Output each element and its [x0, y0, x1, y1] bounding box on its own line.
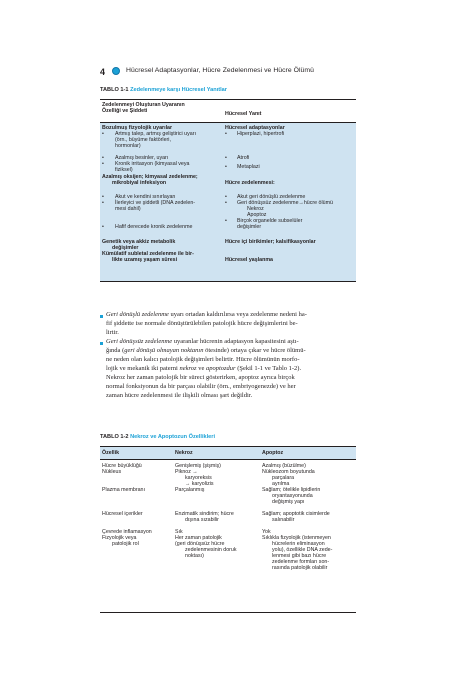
table1-cell: Geri dönüşsüz zedelenme→hücre ölümü — [237, 200, 333, 206]
table1-cell: Hücresel adaptasyonlar — [225, 125, 285, 131]
table1-cell: Akut ve kendini sınırlayan — [115, 194, 176, 200]
table2-cell: Her zaman patolojik — [175, 535, 222, 541]
table1-cell: Nekroz — [247, 206, 264, 212]
table2-cell: Sağlam; apoptotik cisimlerde — [262, 511, 330, 517]
bullet-icon: • — [102, 155, 104, 161]
paragraph-line: lojik ve mekanik iki paterni nekroz ve apoptozdur (Şekil 1-1 ve Tablo 1-2). — [106, 365, 302, 372]
table2-cell: lenmesi gibi bazı hücre — [272, 553, 327, 559]
table2-bottom-rule — [100, 612, 356, 613]
table1-cell: mikrobiyal infeksiyon — [112, 180, 167, 186]
paragraph-line: Geri dönüşlü zedelenme uyarı ortadan kaldırılırsa veya zedelenme nedeni ha- — [106, 311, 307, 318]
table2-cell: Enzimatik sindirim; hücre — [175, 511, 234, 517]
table1-col1-header: Zedelenmeyi Oluşturan Uyaranın — [102, 102, 185, 108]
table1-cell: Azalmış besinler, uyarı — [115, 155, 169, 161]
table2-cell: hücrelerin eliminasyon — [272, 541, 325, 547]
chapter-marker-icon — [112, 67, 120, 75]
bullet-icon: • — [225, 164, 227, 170]
bullet-icon: • — [102, 161, 104, 167]
table2-cell: zedelenme formları son- — [272, 559, 330, 565]
table2-cell: Azalmış (büzülme) — [262, 463, 306, 469]
table1-col1-header: Özelliği ve Şiddeti — [102, 108, 148, 114]
table1-cell: Artmış talep, artmış geliştirici uyarı — [115, 131, 196, 137]
table2-cell: rasında patolojik olabilir — [272, 565, 328, 571]
paragraph-line: ne neden olan kalıcı patolojik değişimleri belirtir. Hücre ölümünün morfo- — [106, 356, 300, 363]
table2-cell: salınabilir — [272, 517, 295, 523]
running-head: Hücresel Adaptasyonlar, Hücre Zedelenmesi ve Hücre Ölümü — [126, 67, 314, 74]
paragraph-line: ğında (geri dönüşü olmayan noktanın ötesinde) ortaya çıkar ve hücre ölümü- — [106, 347, 306, 354]
table2-col-header: Apoptoz — [262, 450, 284, 456]
table1-cell: Kronik irritasyon (kimyasal veya — [115, 161, 190, 167]
table1-cell: Apoptoz — [247, 212, 267, 218]
bullet-icon: • — [225, 218, 227, 224]
table2-cell: değişmiş yapı — [272, 499, 305, 505]
square-bullet-icon — [100, 315, 103, 318]
table2-cell: zedelenmesinin doruk — [185, 547, 237, 553]
table1-bottom-rule — [100, 281, 356, 282]
table2-header — [100, 447, 356, 459]
square-bullet-icon — [100, 342, 103, 345]
table2-cell: Sıklıkla fizyolojik (istenmeyen — [262, 535, 331, 541]
table2-cell: Parçalanmış — [175, 487, 205, 493]
paragraph-line: Nekroz her zaman patolojik bir süreci gösterirken, apoptoz ayrıca birçok — [106, 374, 295, 381]
table2-cell: Nükleozom boyutunda — [262, 469, 315, 475]
page-number: 4 — [100, 67, 106, 77]
table1-cell: Hücresel yaşlanma — [225, 257, 273, 263]
table2-header-rule — [100, 459, 356, 460]
table2-col-header: Nekroz — [175, 450, 193, 456]
bullet-icon: • — [102, 224, 104, 230]
table2-cell: ayrılma — [272, 481, 290, 487]
bullet-icon: • — [225, 131, 227, 137]
paragraph-line: Geri dönüşsüz zedelenme uyaranlar hücrenin adaptasyon kapasitesini aştı- — [106, 338, 299, 345]
table1-cell: İlerleyici ve şiddetli (DNA zedelen- — [115, 200, 196, 206]
table2-cell: karyoreksis — [185, 475, 212, 481]
table2-label: TABLO 1-2 — [100, 434, 129, 440]
table2-cell: Hücre büyüklüğü — [102, 463, 142, 469]
table1-caption — [100, 87, 227, 93]
table1-cell: (örn., büyüme faktörleri, — [115, 137, 171, 143]
table1-cell: Genetik veya akkiz metabolik — [102, 239, 176, 245]
bullet-icon: • — [102, 194, 104, 200]
paragraph-line: lirtir. — [106, 329, 119, 336]
table1-cell: Kümülatif subletal zedelenme ile bir- — [102, 251, 194, 257]
table1-cell: Hücre içi birikimler; kalsifikasyonlar — [225, 239, 316, 245]
table1-title: Zedelenmeye karşı Hücresel Yanıtlar — [130, 87, 227, 93]
table1-cell: Hücre zedelenmesi: — [225, 180, 275, 186]
table1-cell: Bozulmuş fizyolojik uyarılar — [102, 125, 173, 131]
table2-cell: dışına sızabilir — [185, 517, 219, 523]
table1-cell: Hafif derecede kronik zedelenme — [115, 224, 193, 230]
bullet-icon: • — [102, 131, 104, 137]
table2-cell: patolojik rol — [112, 541, 139, 547]
table2-cell: yolu), özellikle DNA zede- — [272, 547, 333, 553]
table2-cell: → karyolizis — [185, 481, 214, 487]
table1-cell: Akut geri dönüşlü zedelenme — [237, 194, 306, 200]
table1-cell: Hiperplazi, hipertrofi — [237, 131, 285, 137]
bullet-icon: • — [225, 194, 227, 200]
table1-cell: Birçok organelde subselüler — [237, 218, 303, 224]
table2-caption — [100, 434, 215, 440]
table1-cell: fiziksel) — [115, 167, 133, 173]
table2-cell: Nükleus — [102, 469, 122, 475]
table2-cell: noktası) — [185, 553, 204, 559]
table2-cell: Plazma membranı — [102, 487, 145, 493]
table1-cell: Metaplazi — [237, 164, 260, 170]
table1-cell: mesi dahil) — [115, 206, 141, 212]
table2-title: Nekroz ve Apoptozun Özellikleri — [130, 434, 216, 440]
bullet-icon: • — [225, 155, 227, 161]
bullet-icon: • — [102, 200, 104, 206]
table1-cell: Atrofi — [237, 155, 250, 161]
table1-col2-header: Hücresel Yanıt — [225, 111, 262, 117]
table2-cell: Yok — [262, 529, 271, 535]
table2-cell: Genişlemiş (şişmiş) — [175, 463, 221, 469]
paragraph-line: fif şiddette ise normale dönüştürülebilen patolojik hücre değişimlerini be- — [106, 320, 298, 327]
table1-cell: Azalmış oksijen; kimyasal zedelenme; — [102, 174, 198, 180]
table2-cell: Piknoz → — [175, 469, 198, 475]
table2-cell: oryantasyonunda — [272, 493, 313, 499]
table1-label: TABLO 1-1 — [100, 87, 129, 93]
table2-cell: parçalara — [272, 475, 295, 481]
table2-cell: Sağlam; ötelikle lipidlerin — [262, 487, 321, 493]
table2-cell: Sık — [175, 529, 183, 535]
paragraph-line: normal fonksiyonun da bir parçası olabilir (örn., embriyogenezde) ve her — [106, 383, 296, 390]
table1-cell: değişimler — [237, 224, 262, 230]
table1-cell: değişimler — [112, 245, 139, 251]
table1-cell: likte uzamış yaşam süresi — [112, 257, 178, 263]
bullet-icon: • — [225, 200, 227, 206]
table1-cell: hormonlar) — [115, 143, 141, 149]
table2-cell: Çevrede inflamasyon — [102, 529, 152, 535]
table2-cell: Hücresel içerikler — [102, 511, 143, 517]
paragraph-line: zaman hücre zedelenmesi ile ilişkili olması şart değildir. — [106, 392, 253, 399]
table2-col-header: Özellik — [102, 450, 120, 456]
table2-cell: Fizyolojik veya — [102, 535, 137, 541]
table2-cell: (geri dönüşsüz hücre — [175, 541, 225, 547]
